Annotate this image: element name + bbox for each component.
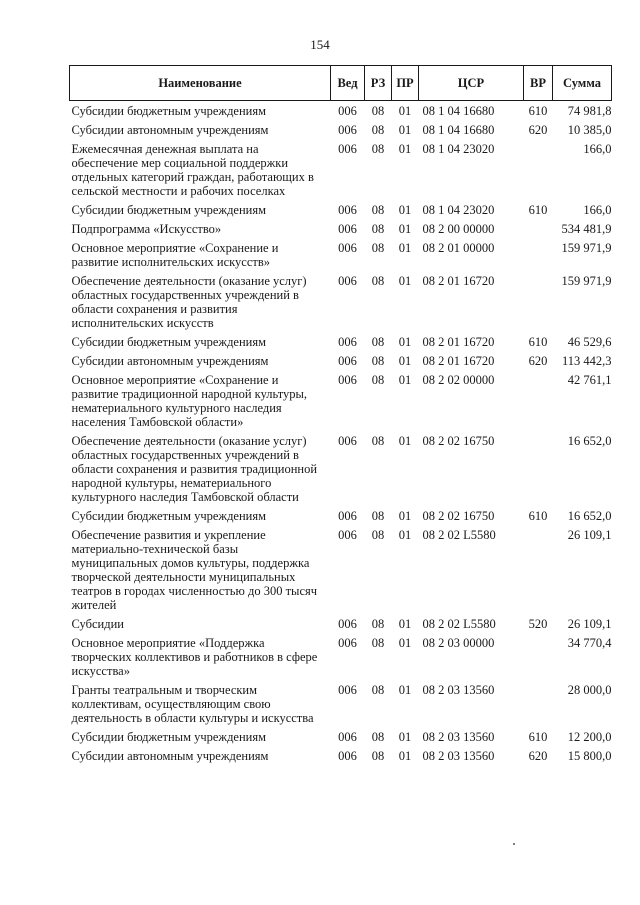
cell-sum: 159 971,9 (561, 274, 612, 288)
cell-ved: 006 (338, 123, 357, 137)
budget-table (69, 65, 612, 766)
cell-pr: 01 (398, 373, 412, 387)
cell-pr: 01 (398, 749, 412, 763)
table-body (70, 101, 612, 767)
cell-sum: 42 761,1 (567, 373, 612, 387)
cell-vr (524, 432, 553, 507)
table-row (70, 272, 612, 333)
cell-ved: 006 (338, 617, 357, 631)
cell-rz: 08 (371, 123, 385, 137)
cell-sum: 166,0 (583, 142, 612, 156)
cell-vr (524, 220, 553, 239)
cell-ved: 006 (338, 142, 357, 156)
cell-name: Субсидии бюджетным учреждениям (71, 509, 267, 523)
table-row (70, 371, 612, 432)
cell-rz: 08 (371, 241, 385, 255)
cell-name: Обеспечение деятельности (оказание услуг) областных государственных учреждений в области сохранения и развития традиционной народной культуры, нематериального культурного наследия Тамбовской области (71, 434, 318, 504)
cell-csr: 08 1 04 23020 (422, 203, 495, 217)
cell-vr: 610 (528, 509, 548, 523)
cell-name: Основное мероприятие «Сохранение и развитие исполнительских искусств» (71, 241, 279, 269)
header-csr: ЦСР (419, 66, 524, 101)
cell-rz: 08 (371, 509, 385, 523)
cell-csr: 08 2 02 L5580 (422, 617, 496, 631)
header-rz: РЗ (365, 66, 392, 101)
table-row (70, 432, 612, 507)
cell-pr: 01 (398, 730, 412, 744)
cell-name: Субсидии бюджетным учреждениям (71, 104, 267, 118)
cell-csr: 08 2 03 13560 (422, 683, 495, 697)
table-row (70, 747, 612, 766)
cell-ved: 006 (338, 509, 357, 523)
cell-pr: 01 (398, 434, 412, 448)
cell-vr: 520 (528, 617, 548, 631)
cell-name: Обеспечение развития и укрепление материально-технической базы муниципальных домов культуры, поддержка творческой деятельности муниципальных театров в городах численностью до 300 тысяч жителей (71, 528, 318, 612)
cell-pr: 01 (398, 241, 412, 255)
cell-vr: 620 (528, 123, 548, 137)
cell-name: Гранты театральным и творческим коллективам, осуществляющим свою деятельность в области культуры и искусства (71, 683, 314, 725)
cell-sum: 12 200,0 (567, 730, 612, 744)
cell-name: Субсидии бюджетным учреждениям (71, 730, 267, 744)
cell-rz: 08 (371, 203, 385, 217)
cell-vr (524, 239, 553, 272)
cell-pr: 01 (398, 104, 412, 118)
cell-csr: 08 2 02 L5580 (422, 528, 496, 542)
cell-pr: 01 (398, 142, 412, 156)
cell-ved: 006 (338, 373, 357, 387)
cell-rz: 08 (371, 354, 385, 368)
cell-sum: 15 800,0 (567, 749, 612, 763)
cell-sum: 26 109,1 (567, 528, 612, 542)
cell-vr (524, 371, 553, 432)
cell-ved: 006 (338, 683, 357, 697)
cell-name: Субсидии автономным учреждениям (71, 123, 269, 137)
cell-rz: 08 (371, 335, 385, 349)
cell-pr: 01 (398, 274, 412, 288)
cell-pr: 01 (398, 636, 412, 650)
cell-ved: 006 (338, 241, 357, 255)
cell-pr: 01 (398, 335, 412, 349)
table-row (70, 121, 612, 140)
cell-name: Подпрограмма «Искусство» (71, 222, 222, 236)
cell-rz: 08 (371, 683, 385, 697)
table-row (70, 201, 612, 220)
cell-vr: 610 (528, 730, 548, 744)
header-vr: ВР (524, 66, 553, 101)
cell-ved: 006 (338, 335, 357, 349)
cell-name: Субсидии бюджетным учреждениям (71, 335, 267, 349)
cell-csr: 08 2 03 13560 (422, 730, 495, 744)
table-header (70, 66, 612, 101)
cell-vr (524, 681, 553, 728)
cell-pr: 01 (398, 617, 412, 631)
cell-ved: 006 (338, 636, 357, 650)
cell-sum: 10 385,0 (567, 123, 612, 137)
cell-rz: 08 (371, 142, 385, 156)
table-row (70, 507, 612, 526)
cell-sum: 74 981,8 (567, 104, 612, 118)
header-name: Наименование (70, 66, 331, 101)
table-row (70, 352, 612, 371)
table-row (70, 101, 612, 122)
cell-sum: 534 481,9 (561, 222, 612, 236)
cell-csr: 08 2 00 00000 (422, 222, 495, 236)
header-ved: Вед (331, 66, 365, 101)
scan-speck (513, 843, 515, 845)
cell-name: Субсидии бюджетным учреждениям (71, 203, 267, 217)
cell-vr: 610 (528, 104, 548, 118)
cell-ved: 006 (338, 749, 357, 763)
cell-name: Субсидии автономным учреждениям (71, 354, 269, 368)
cell-rz: 08 (371, 434, 385, 448)
cell-ved: 006 (338, 104, 357, 118)
cell-ved: 006 (338, 528, 357, 542)
cell-rz: 08 (371, 617, 385, 631)
cell-csr: 08 2 01 16720 (422, 274, 495, 288)
cell-rz: 08 (371, 636, 385, 650)
cell-sum: 16 652,0 (567, 509, 612, 523)
cell-sum: 113 442,3 (561, 354, 612, 368)
header-sum: Сумма (553, 66, 612, 101)
cell-vr (524, 526, 553, 615)
table-row (70, 220, 612, 239)
cell-vr: 620 (528, 354, 548, 368)
cell-name: Основное мероприятие «Сохранение и развитие традиционной народной культуры, нематериального культурного наследия населения Тамбовской области» (71, 373, 308, 429)
cell-rz: 08 (371, 222, 385, 236)
table-row (70, 681, 612, 728)
cell-name: Обеспечение деятельности (оказание услуг) областных государственных учреждений в области сохранения и развития исполнительских искусств (71, 274, 307, 330)
cell-ved: 006 (338, 354, 357, 368)
table-row (70, 333, 612, 352)
table-row (70, 615, 612, 634)
cell-name: Субсидии (71, 617, 124, 631)
cell-rz: 08 (371, 749, 385, 763)
cell-sum: 28 000,0 (567, 683, 612, 697)
cell-ved: 006 (338, 730, 357, 744)
cell-sum: 34 770,4 (567, 636, 612, 650)
cell-name: Субсидии автономным учреждениям (71, 749, 269, 763)
table-row (70, 728, 612, 747)
cell-csr: 08 2 02 16750 (422, 509, 495, 523)
cell-rz: 08 (371, 104, 385, 118)
cell-vr (524, 140, 553, 201)
cell-rz: 08 (371, 528, 385, 542)
cell-vr: 620 (528, 749, 548, 763)
cell-ved: 006 (338, 434, 357, 448)
cell-pr: 01 (398, 203, 412, 217)
cell-vr (524, 272, 553, 333)
cell-vr: 610 (528, 335, 548, 349)
cell-pr: 01 (398, 123, 412, 137)
cell-ved: 006 (338, 222, 357, 236)
cell-sum: 16 652,0 (567, 434, 612, 448)
cell-name: Ежемесячная денежная выплата на обеспечение мер социальной поддержки отдельных категорий граждан, работающих в сельской местности и рабочих поселках (71, 142, 314, 198)
cell-vr: 610 (528, 203, 548, 217)
cell-rz: 08 (371, 274, 385, 288)
cell-sum: 26 109,1 (567, 617, 612, 631)
cell-sum: 159 971,9 (561, 241, 612, 255)
cell-csr: 08 2 03 13560 (422, 749, 495, 763)
cell-pr: 01 (398, 509, 412, 523)
cell-csr: 08 2 03 00000 (422, 636, 495, 650)
cell-vr (524, 634, 553, 681)
cell-rz: 08 (371, 730, 385, 744)
cell-pr: 01 (398, 683, 412, 697)
cell-ved: 006 (338, 274, 357, 288)
cell-ved: 006 (338, 203, 357, 217)
cell-csr: 08 1 04 16680 (422, 123, 495, 137)
page-number: 154 (310, 37, 330, 52)
table-row (70, 634, 612, 681)
cell-csr: 08 2 02 16750 (422, 434, 495, 448)
cell-csr: 08 1 04 23020 (422, 142, 495, 156)
cell-csr: 08 2 01 16720 (422, 335, 495, 349)
table-row (70, 140, 612, 201)
table-row (70, 239, 612, 272)
cell-pr: 01 (398, 528, 412, 542)
cell-pr: 01 (398, 354, 412, 368)
cell-sum: 46 529,6 (567, 335, 612, 349)
cell-pr: 01 (398, 222, 412, 236)
header-pr: ПР (392, 66, 419, 101)
cell-csr: 08 2 02 00000 (422, 373, 495, 387)
cell-csr: 08 2 01 00000 (422, 241, 495, 255)
cell-csr: 08 1 04 16680 (422, 104, 495, 118)
cell-rz: 08 (371, 373, 385, 387)
cell-csr: 08 2 01 16720 (422, 354, 495, 368)
cell-name: Основное мероприятие «Поддержка творческих коллективов и работников в сфере искусства» (71, 636, 318, 678)
cell-sum: 166,0 (583, 203, 612, 217)
table-row (70, 526, 612, 615)
